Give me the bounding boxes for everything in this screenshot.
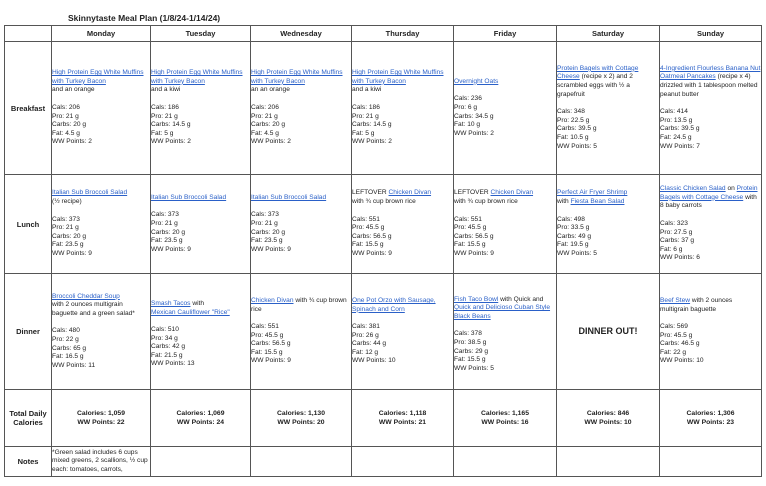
lunch-cell [52,175,151,274]
calories: Cals: 373 [52,215,80,223]
protein: Pro: 21 g [151,112,178,120]
ww-points: WW Points: 2 [52,138,92,146]
total-ww-points: WW Points: 23 [686,419,735,426]
breakfast-cell [454,42,557,175]
dinner-cell [352,274,454,390]
connector-text: on [727,185,737,193]
calories: Cals: 373 [151,211,179,219]
total-ww-points: WW Points: 22 [77,419,125,426]
fat: Fat: 10.5 g [557,133,589,141]
dinner-row [5,274,762,390]
recipe-link[interactable]: Classic Chicken Salad [660,185,726,193]
protein: Pro: 38.5 g [454,339,487,346]
meal-plan-table [4,25,762,477]
total-calories: Calories: 846 [586,410,630,417]
dinner-cell [660,274,762,390]
cell-extra: an an orange [251,86,290,94]
breakfast-row [5,42,762,175]
notes-cell-empty [660,447,762,477]
notes-cell: *Green salad includes 6 cups mixed greens, 2 scallions, ½ cup each: tomatoes, carrots, [52,447,151,477]
day-header-monday: Monday [52,26,151,42]
protein: Pro: 45.5 g [251,331,284,339]
total-calories: Calories: 1,069 [176,410,225,417]
notes-row [5,447,762,477]
calories: Cals: 323 [660,219,688,227]
fat: Fat: 15.5 g [352,241,384,249]
cell-extra: with ¾ cup brown rice [352,198,416,206]
recipe-link[interactable]: Beef Stew [660,296,691,304]
cell-extra: with 2 ounces multigrain baguette [660,296,733,313]
breakfast-cell [52,42,151,175]
notes-cell-empty [251,447,352,477]
leftover-label: LEFTOVER [352,189,389,197]
total-ww-points: WW Points: 20 [277,419,325,426]
recipe-link[interactable]: One Pot Orzo with Sausage, Spinach and Corn [352,296,436,313]
protein: Pro: 21 g [352,112,379,120]
calories: Cals: 510 [151,326,179,334]
calories: Cals: 206 [251,103,279,111]
calories: Cals: 480 [52,327,80,335]
dinner-out-label: DINNER OUT! [578,326,638,337]
carbs: Carbs: 56.5 g [352,232,392,240]
fat: Fat: 10 g [454,121,481,129]
carbs: Carbs: 39.5 g [660,125,700,133]
fat: Fat: 23.5 g [151,237,183,245]
protein: Pro: 6 g [454,103,478,111]
fat: Fat: 15.5 g [251,348,283,356]
total-ww-points: WW Points: 16 [481,419,529,426]
recipe-link[interactable]: Fiesta Bean Salad [570,198,625,206]
cell-extra: (recipe x 4) drizzled with 1 tablespoon melted peanut butter [660,73,758,98]
protein: Pro: 22.5 g [557,116,590,124]
calories: Cals: 186 [151,103,179,111]
totals-cell [52,390,151,447]
recipe-link[interactable]: Broccoli Cheddar Soup [52,292,120,300]
recipe-link[interactable]: High Protein Egg White Muffins with Turkey Bacon [352,69,444,85]
breakfast-cell [151,42,251,175]
ww-points: WW Points: 9 [454,249,494,257]
recipe-link[interactable]: High Protein Egg White Muffins with Turkey Bacon [151,69,243,85]
recipe-link[interactable]: Chicken Divan [251,296,294,304]
ww-points: WW Points: 13 [151,360,195,368]
protein: Pro: 21 g [52,112,79,120]
protein: Pro: 26 g [352,331,379,339]
ww-points: WW Points: 10 [352,357,396,365]
notes-cell-empty [454,447,557,477]
totals-row [5,390,762,447]
cell-extra: with 8 baby carrots [660,193,757,210]
fat: Fat: 15.5 g [454,356,486,364]
page-title: Skinnytaste Meal Plan (1/8/24-1/14/24) [68,13,221,23]
carbs: Carbs: 20 g [251,121,286,129]
carbs: Carbs: 37 g [660,237,695,245]
totals-cell [557,390,660,447]
recipe-link[interactable]: Smash Tacos [151,299,191,307]
day-header-wednesday: Wednesday [251,26,352,42]
day-header-friday: Friday [454,26,557,42]
calories: Cals: 551 [251,323,279,331]
ww-points: WW Points: 5 [454,364,494,372]
carbs: Carbs: 56.5 g [251,340,291,348]
recipe-link[interactable]: Overnight Oats [454,77,499,85]
ww-points: WW Points: 9 [52,249,92,257]
lunch-cell [557,175,660,274]
notes-cell-empty [352,447,454,477]
protein: Pro: 13.5 g [660,116,693,124]
fat: Fat: 5 g [352,129,375,137]
notes-cell-empty [151,447,251,477]
dinner-cell [52,274,151,390]
dinner-cell [251,274,352,390]
total-ww-points: WW Points: 10 [584,419,632,426]
lunch-cell [151,175,251,274]
protein: Pro: 21 g [151,219,178,227]
carbs: Carbs: 65 g [52,344,87,352]
fat: Fat: 4.5 g [251,129,279,137]
recipe-link[interactable]: Chicken Divan [490,189,534,197]
ww-points: WW Points: 6 [660,254,700,262]
fat: Fat: 12 g [352,348,379,356]
dinner-cell [151,274,251,390]
calories: Cals: 348 [557,108,585,116]
fat: Fat: 15.5 g [454,241,486,249]
ww-points: WW Points: 5 [557,249,597,257]
fat: Fat: 16.5 g [52,353,84,361]
total-calories: Calories: 1,306 [686,410,735,417]
recipe-link[interactable]: Fish Taco Bowl [454,295,499,303]
carbs: Carbs: 20 g [151,228,186,236]
ww-points: WW Points: 11 [52,361,96,369]
carbs: Carbs: 44 g [352,340,387,348]
protein: Pro: 21 g [251,219,278,227]
recipe-link[interactable]: Protein Bagels with Cottage Cheese [557,64,639,81]
day-header-saturday: Saturday [557,26,660,42]
cell-extra: and an orange [52,86,95,94]
lunch-cell [660,175,762,274]
protein: Pro: 45.5 g [660,331,693,339]
day-header-thursday: Thursday [352,26,454,42]
recipe-link[interactable]: Perfect Air Fryer Shrimp [557,189,628,197]
ww-points: WW Points: 2 [454,129,494,137]
cell-extra: with ¾ cup brown rice [251,296,347,313]
carbs: Carbs: 20 g [251,228,286,236]
connector-text: with [192,299,205,307]
recipe-link[interactable]: 4-Ingredient Flourless Banana Nut Oatmeal Pancakes [660,64,761,81]
calories: Cals: 236 [454,95,482,103]
carbs: Carbs: 34.5 g [454,112,494,120]
carbs: Carbs: 14.5 g [151,121,191,129]
day-header-sunday: Sunday [660,26,762,42]
cell-extra: and a kiwi [151,86,181,94]
calories: Cals: 373 [251,211,279,219]
fat: Fat: 22 g [660,348,687,356]
recipe-link[interactable]: Italian Sub Broccoli Salad [151,193,227,201]
fat: Fat: 23.5 g [251,237,283,245]
cell-extra: and a kiwi [352,86,382,94]
carbs: Carbs: 39.5 g [557,125,597,133]
recipe-link[interactable]: Chicken Divan [388,189,432,197]
ww-points: WW Points: 2 [151,138,191,146]
header-row [5,26,762,42]
totals-cell [151,390,251,447]
breakfast-cell [557,42,660,175]
fat: Fat: 6 g [660,245,683,253]
totals-cell [251,390,352,447]
carbs: Carbs: 20 g [52,121,87,129]
recipe-link[interactable]: Quick and Delicioso Cuban Style Black Beans [454,304,551,320]
fat: Fat: 24.5 g [660,133,692,141]
ww-points: WW Points: 10 [660,357,704,365]
breakfast-cell [660,42,762,175]
protein: Pro: 45.5 g [352,224,385,232]
cell-extra: with 2 ounces multigrain baguette and a green salad* [52,301,135,317]
calories: Cals: 381 [352,323,380,331]
calories: Cals: 378 [454,330,482,338]
calories: Cals: 569 [660,323,688,331]
protein: Pro: 34 g [151,334,178,342]
total-calories: Calories: 1,059 [77,410,125,417]
row-label-breakfast: Breakfast [5,42,52,175]
breakfast-cell [352,42,454,175]
carbs: Carbs: 14.5 g [352,121,392,129]
fat: Fat: 5 g [151,129,174,137]
calories: Cals: 186 [352,103,380,111]
row-label-notes: Notes [5,447,52,477]
ww-points: WW Points: 9 [251,357,291,365]
ww-points: WW Points: 2 [352,138,392,146]
totals-cell [454,390,557,447]
corner-cell [5,26,52,42]
recipe-link[interactable]: Protein Bagels with Cottage Cheese [660,185,758,201]
recipe-link[interactable]: Italian Sub Broccoli Salad [52,189,128,197]
ww-points: WW Points: 5 [557,142,597,150]
protein: Pro: 27.5 g [660,228,693,236]
connector-text: with Quick and [500,295,544,303]
calories: Cals: 414 [660,108,688,116]
cell-extra: with ¾ cup brown rice [454,198,518,206]
protein: Pro: 45.5 g [454,224,487,232]
recipe-link[interactable]: High Protein Egg White Muffins with Turkey Bacon [52,69,144,85]
total-ww-points: WW Points: 21 [378,419,427,426]
recipe-link[interactable]: High Protein Egg White Muffins with Turkey Bacon [251,69,343,85]
fat: Fat: 21.5 g [151,351,183,359]
ww-points: WW Points: 2 [251,138,291,146]
cell-extra: (½ recipe) [52,198,82,206]
row-label-totals: Total Daily Calories [5,390,52,447]
protein: Pro: 22 g [52,336,79,343]
notes-cell-empty [557,447,660,477]
leftover-label: LEFTOVER [454,189,491,197]
protein: Pro: 21 g [251,112,278,120]
recipe-link[interactable]: Italian Sub Broccoli Salad [251,193,327,201]
row-label-dinner: Dinner [5,274,52,390]
fat: Fat: 23.5 g [52,241,84,249]
connector-text: with [557,198,571,206]
lunch-cell [251,175,352,274]
calories: Cals: 551 [352,215,380,223]
row-label-lunch: Lunch [5,175,52,274]
ww-points: WW Points: 9 [352,249,392,257]
calories: Cals: 551 [454,215,482,223]
total-calories: Calories: 1,118 [378,410,427,417]
lunch-cell [454,175,557,274]
day-header-tuesday: Tuesday [151,26,251,42]
total-calories: Calories: 1,130 [277,410,325,417]
carbs: Carbs: 56.5 g [454,232,494,240]
dinner-cell [557,274,660,390]
recipe-link[interactable]: Mexican Cauliflower "Rice" [151,308,230,316]
protein: Pro: 21 g [52,224,79,232]
lunch-row [5,175,762,274]
carbs: Carbs: 46.5 g [660,340,700,348]
cell-extra: (recipe x 2) and 2 scrambled eggs with ½ a grapefruit [557,73,633,98]
protein: Pro: 33.5 g [557,224,590,232]
total-ww-points: WW Points: 24 [176,419,225,426]
fat: Fat: 4.5 g [52,129,80,137]
carbs: Carbs: 49 g [557,232,592,240]
carbs: Carbs: 29 g [454,347,489,355]
total-calories: Calories: 1,165 [481,410,529,417]
totals-cell [352,390,454,447]
calories: Cals: 206 [52,103,80,111]
ww-points: WW Points: 7 [660,142,700,150]
fat: Fat: 19.5 g [557,241,589,249]
ww-points: WW Points: 9 [251,245,291,253]
lunch-cell [352,175,454,274]
dinner-cell [454,274,557,390]
breakfast-cell [251,42,352,175]
carbs: Carbs: 20 g [52,232,87,240]
calories: Cals: 498 [557,215,585,223]
totals-cell [660,390,762,447]
carbs: Carbs: 42 g [151,343,186,351]
ww-points: WW Points: 9 [151,245,191,253]
